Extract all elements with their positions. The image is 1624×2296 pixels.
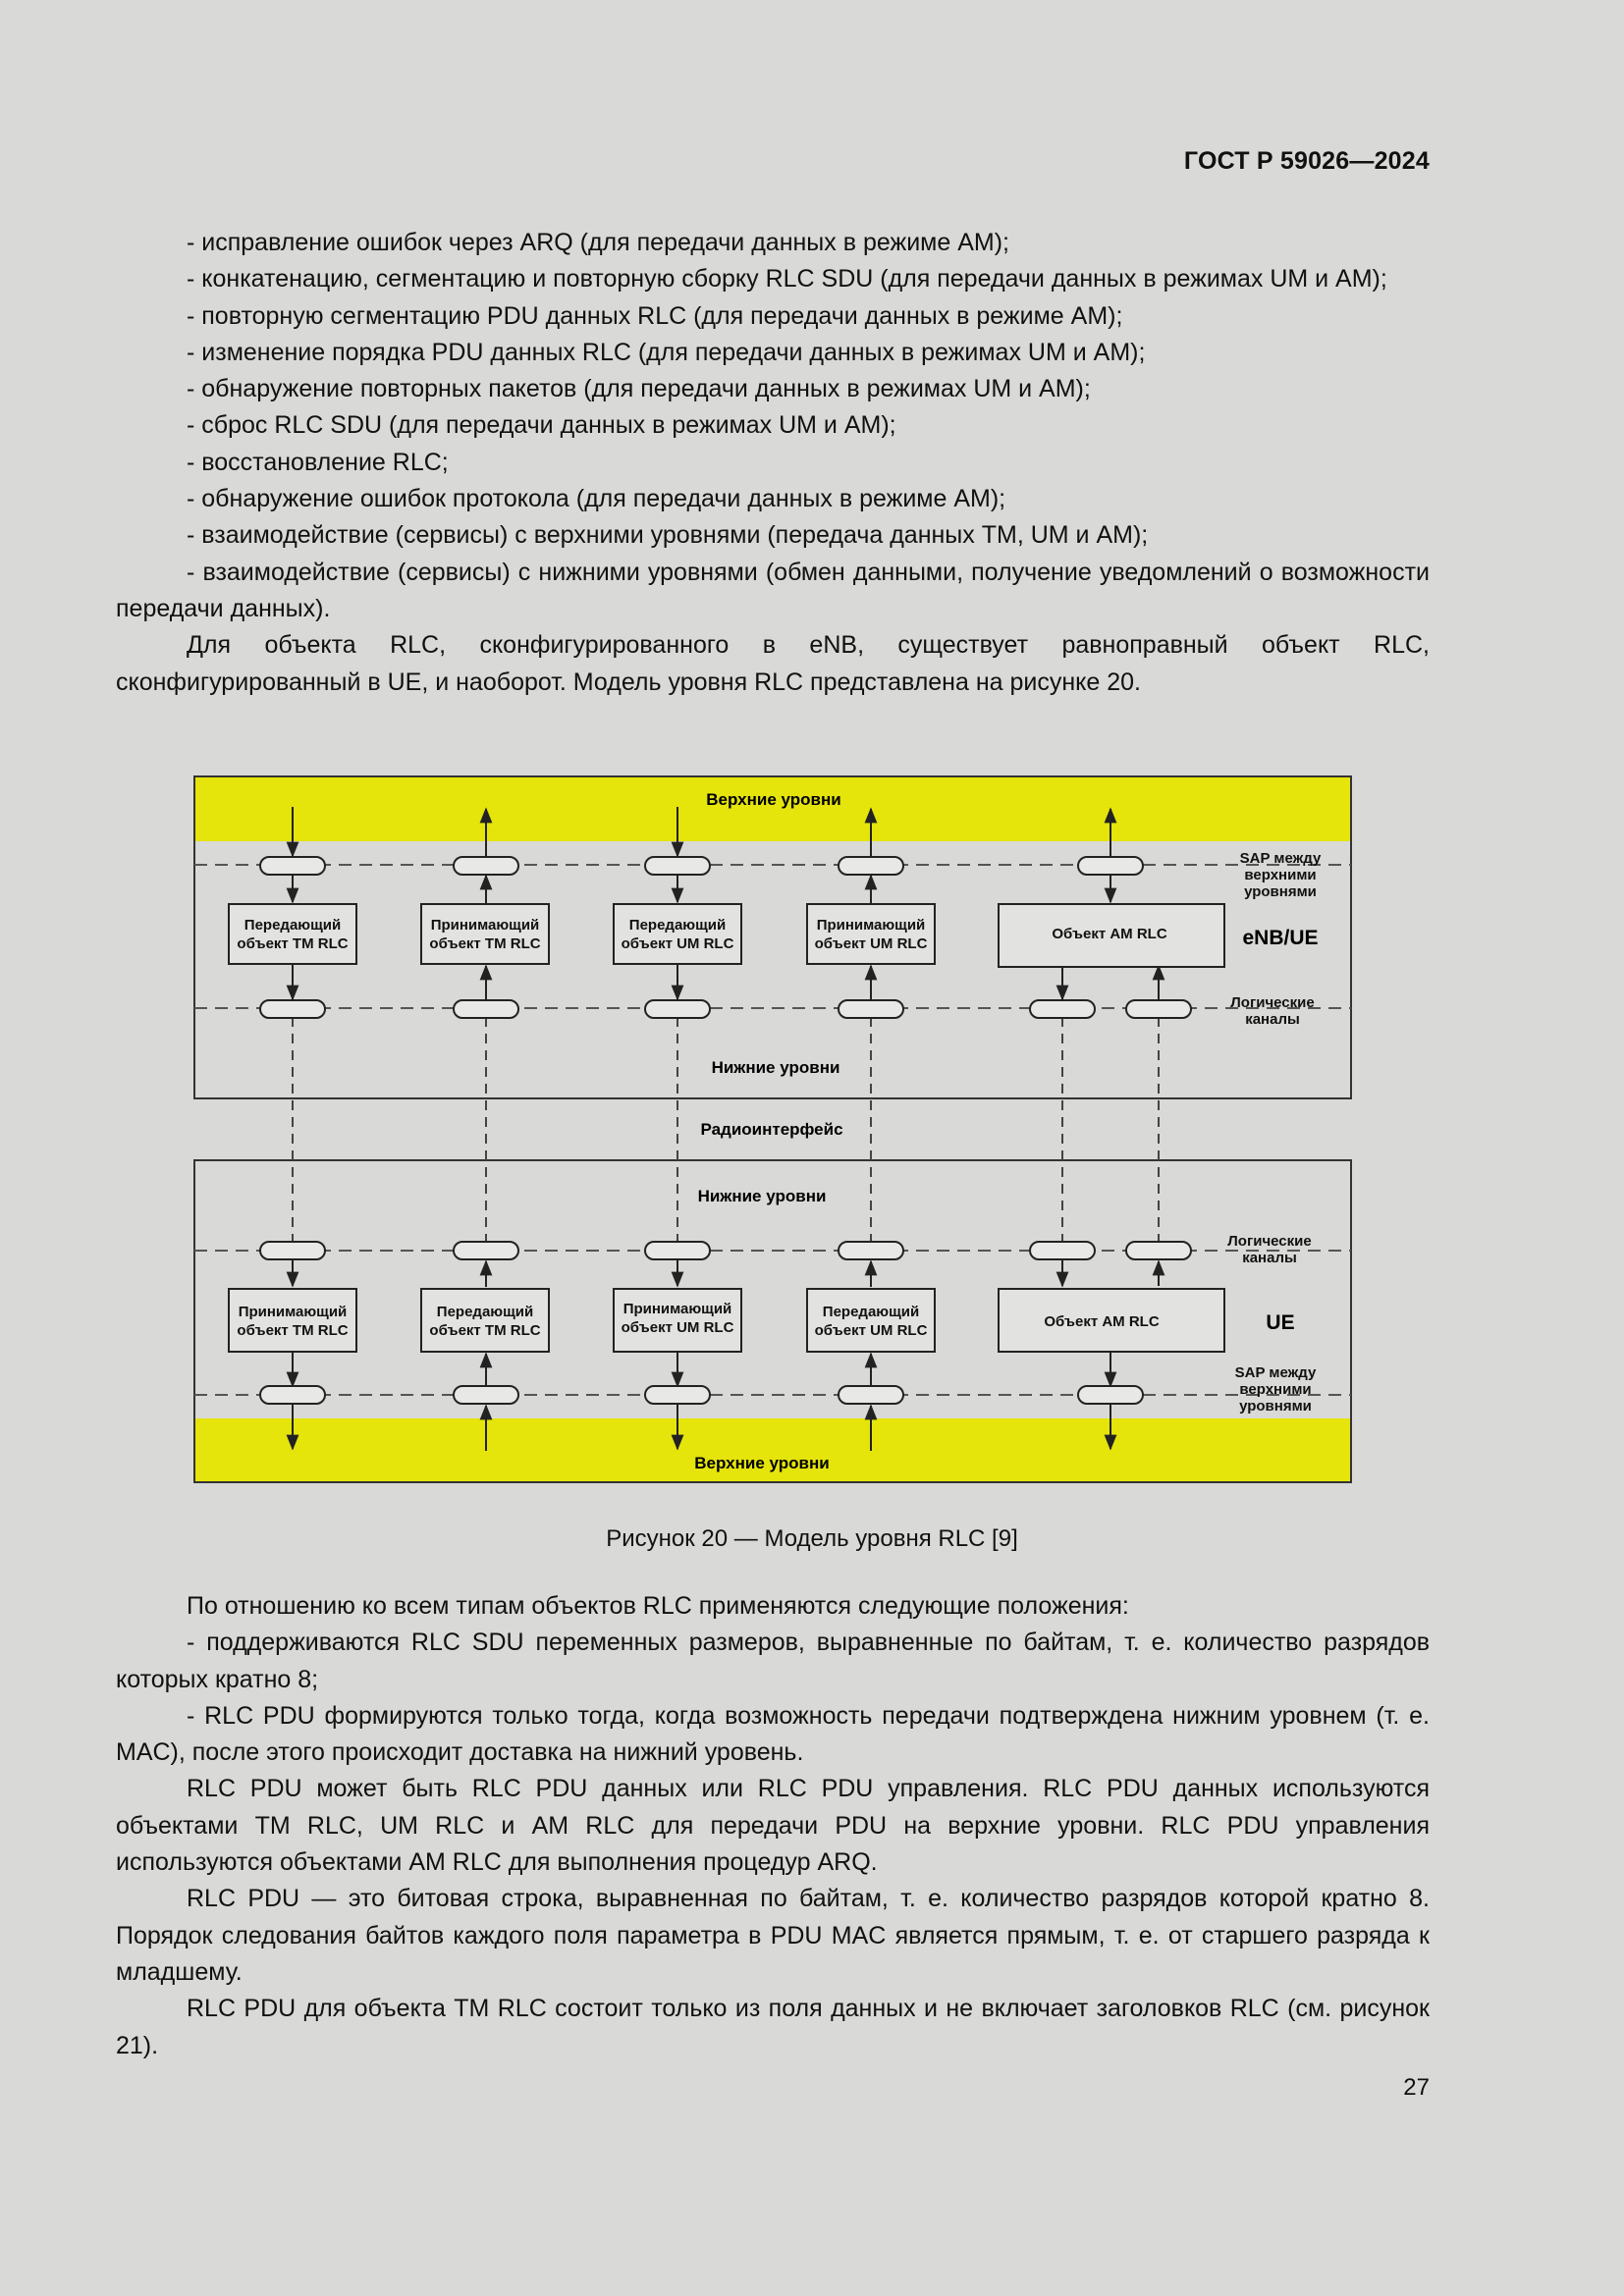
list-item: - обнаружение повторных пакетов (для передачи данных в режимах UM и AM); — [187, 375, 1091, 403]
page-number: 27 — [1403, 2074, 1430, 2101]
list-item: - обнаружение ошибок протокола (для передачи данных в режиме AM); — [187, 485, 1006, 513]
paragraph: RLC PDU — это битовая строка, выравненная по байтам, т. е. количество разрядов которой кратно 8. Порядок следования байтов каждого поля параметра в PDU MAC является прямым, т. е. от старшего разряда к младшему. — [116, 1885, 1430, 1986]
logical-channels-top-2: каналы — [1245, 1011, 1300, 1028]
paragraph: RLC PDU для объекта TM RLC состоит только из поля данных и не включает заголовков RLC (см. рисунок 21). — [116, 1995, 1430, 2059]
rlc-layer-model-figure — [192, 772, 1355, 1486]
lower-layers-label-top: Нижние уровни — [711, 1058, 840, 1077]
sap-label-top-2: верхними — [1244, 867, 1317, 883]
list-item: - конкатенацию, сегментацию и повторную сборку RLC SDU (для передачи данных в режимах UM и AM); — [187, 265, 1387, 294]
bottom-entity-3-line2: объект UM RLC — [621, 1319, 734, 1336]
lower-layers-label-bottom: Нижние уровни — [697, 1187, 827, 1205]
list-item: - повторную сегментацию PDU данных RLC (для передачи данных в режиме AM); — [187, 301, 1123, 330]
sap-label-bottom-1: SAP между — [1234, 1364, 1317, 1381]
bottom-entity-3-line1: Принимающий — [623, 1301, 732, 1317]
paragraph: По отношению ко всем типам объектов RLC применяются следующие положения: — [187, 1592, 1129, 1620]
top-entity-4-line2: объект UM RLC — [814, 935, 928, 952]
bottom-entity-1-line1: Принимающий — [238, 1304, 348, 1320]
body-text-bottom — [116, 1588, 1430, 2064]
upper-layers-label-bottom: Верхние уровни — [694, 1454, 830, 1472]
paragraph: Для объекта RLC, сконфигурированного в eNB, существует равноправный объект RLC, сконфигурированный в UE, и наоборот. Модель уровня RLC представлена на рисунке 20. — [116, 631, 1430, 696]
list-item: - взаимодействие (сервисы) с верхними уровнями (передача данных TM, UM и AM); — [187, 521, 1149, 550]
top-entity-4-line1: Принимающий — [816, 917, 926, 934]
top-entity-3-line2: объект UM RLC — [621, 935, 734, 952]
bottom-entity-2-line2: объект TM RLC — [429, 1322, 541, 1339]
top-entity-3-line1: Передающий — [628, 917, 727, 934]
bottom-am-entity-label: Объект AM RLC — [1044, 1313, 1160, 1330]
bottom-entity-4-line2: объект UM RLC — [814, 1322, 928, 1339]
document-standard-number: ГОСТ Р 59026—2024 — [1183, 147, 1430, 175]
list-item: - восстановление RLC; — [187, 448, 449, 476]
ue-label: UE — [1266, 1311, 1295, 1334]
bottom-entity-4-line1: Передающий — [822, 1304, 920, 1320]
body-text-top — [116, 225, 1430, 701]
list-item: - поддерживаются RLC SDU переменных размеров, выравненные по байтам, т. е. количество разрядов которых кратно 8; — [116, 1629, 1430, 1693]
top-entity-2-line2: объект TM RLC — [429, 935, 541, 952]
top-am-entity-label: Объект AM RLC — [1052, 926, 1167, 942]
list-item: - сброс RLC SDU (для передачи данных в режимах UM и AM); — [187, 411, 896, 440]
sap-label-top-1: SAP между — [1239, 850, 1322, 867]
list-item: - взаимодействие (сервисы) с нижними уровнями (обмен данными, получение уведомлений о возможности передачи данных). — [116, 558, 1430, 622]
bottom-entity-1-line2: объект TM RLC — [237, 1322, 349, 1339]
top-entity-2-line1: Принимающий — [430, 917, 540, 934]
list-item: - исправление ошибок через ARQ (для передачи данных в режиме AM); — [187, 229, 1009, 256]
logical-channels-bottom-2: каналы — [1242, 1250, 1297, 1266]
bottom-entity-2-line1: Передающий — [436, 1304, 534, 1320]
paragraph: RLC PDU может быть RLC PDU данных или RLC PDU управления. RLC PDU данных используются объектами TM RLC, UM RLC и AM RLC для передачи PDU на верхние уровни. RLC PDU управления используются объектами AM RLC для выполнения процедур ARQ. — [116, 1775, 1430, 1877]
top-entity-1-line2: объект TM RLC — [237, 935, 349, 952]
upper-layers-band-top — [195, 777, 1350, 841]
list-item: - изменение порядка PDU данных RLC (для передачи данных в режимах UM и AM); — [187, 338, 1146, 366]
sap-label-top-3: уровнями — [1244, 883, 1317, 900]
list-item: - RLC PDU формируются только тогда, когда возможность передачи подтверждена нижним уровнем (т. е. MAC), после этого происходит доставка на нижний уровень. — [116, 1701, 1430, 1767]
figure-caption: Рисунок 20 — Модель уровня RLC [9] — [606, 1525, 1018, 1552]
upper-layers-label-top: Верхние уровни — [706, 790, 841, 809]
enb-ue-label: eNB/UE — [1242, 927, 1319, 949]
sap-label-bottom-3: уровнями — [1239, 1398, 1312, 1415]
radio-interface-label: Радиоинтерфейс — [700, 1120, 843, 1139]
logical-channels-top-1: Логические — [1230, 994, 1315, 1011]
logical-channels-bottom-1: Логические — [1227, 1233, 1312, 1250]
sap-label-bottom-2: верхними — [1239, 1381, 1312, 1398]
top-entity-1-line1: Передающий — [244, 917, 342, 934]
